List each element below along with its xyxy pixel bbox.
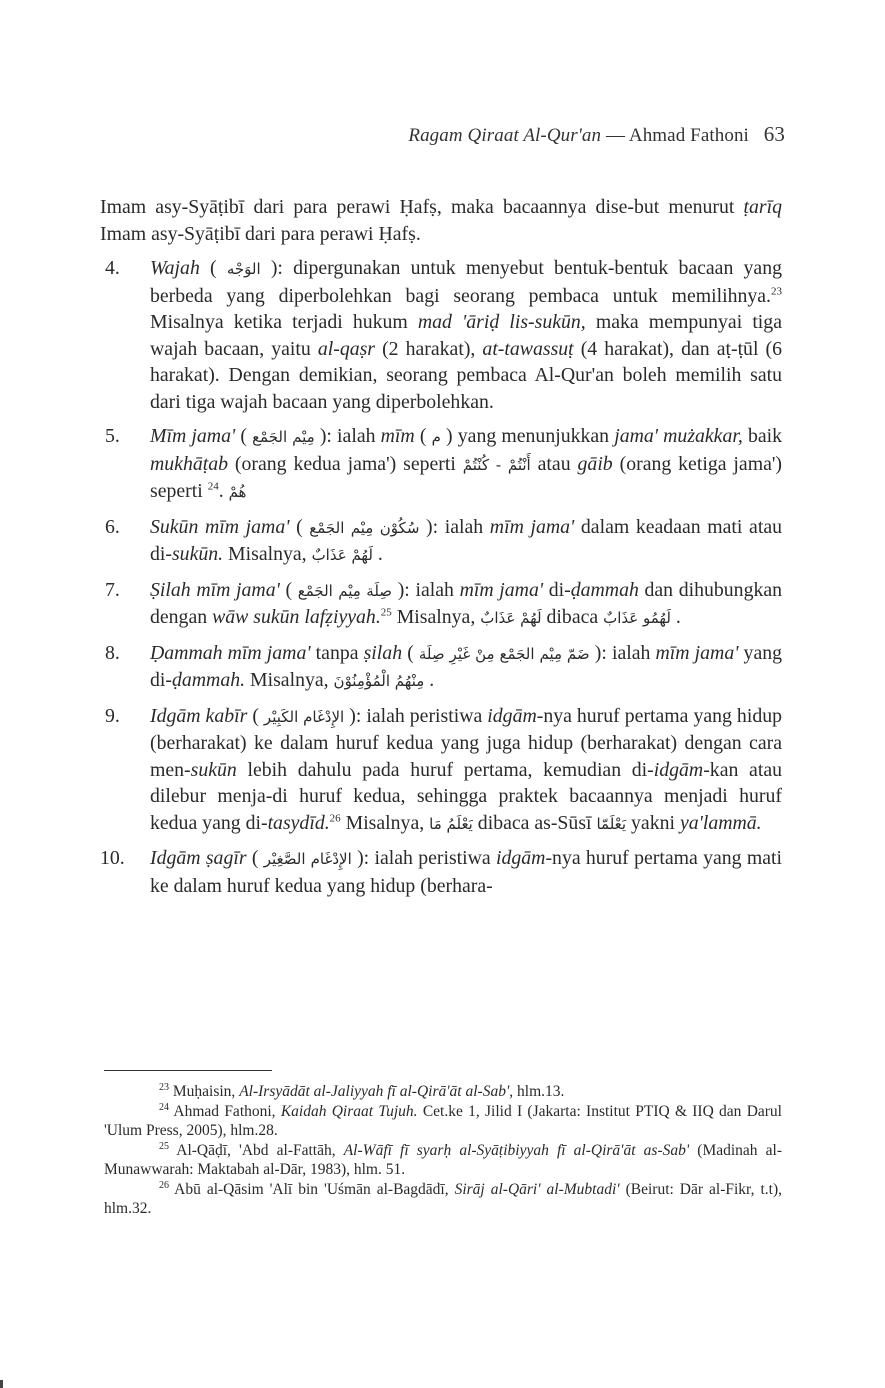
intro-paragraph: Imam asy-Syāṭibī dari para perawi Ḥafṣ, maka bacaannya dise-but menurut ṭarīq Imam asy-Syāṭibī dari para perawi Ḥafṣ. bbox=[100, 196, 782, 245]
arabic-term: ضَمّ مِيْم الجَمْع مِنْ غَيْرِ صِلَة bbox=[418, 644, 590, 663]
arabic-example: مِنْهُمُ الْمُؤْمِنُوْنَ bbox=[333, 672, 425, 690]
arabic-term: صِلَة مِيْم الجَمْع bbox=[297, 581, 393, 600]
list-item-number: 8. bbox=[105, 641, 120, 664]
running-head bbox=[408, 122, 785, 147]
list-item-number: 10. bbox=[100, 847, 125, 869]
footnote-ref: 25 bbox=[380, 606, 392, 619]
footnotes bbox=[104, 1082, 782, 1219]
footnote-divider bbox=[104, 1070, 272, 1071]
term: Sukūn mīm jama' bbox=[150, 515, 290, 538]
list-item-number: 5. bbox=[105, 425, 120, 447]
term: Ṣilah mīm jama' bbox=[150, 578, 280, 601]
term: Idgām kabīr bbox=[150, 704, 248, 727]
list-item-5: 5. Mīm jama' ( مِيْم الجَمْع ): ialah mīm ( م ) yang menunjukkan jama' mużakkar, baik mukhāṭab (orang kedua jama') seperti أَنْتُمْ - كُنْتُمْ atau gāib (orang ketiga jama') seperti هُمْ .$^{24}$ bbox=[105, 425, 783, 502]
footnote-23: $^{23}$ Muḥaisin, Al-Irsyādāt al-Jaliyyah fī al-Qirā'āt al-Sab', hlm.13. bbox=[159, 1081, 565, 1100]
footnote-25: $^{25}$ Al-Qāḍī, 'Abd al-Fattāh, Al-Wāfī fī syarḥ al-Syāṭibiyyah fī al-Qirā'āt as-Sab' (Madinah al-Munawwarah: Maktabah al-Dār, 1983), hlm. 51. bbox=[104, 1140, 783, 1178]
footnote-24: $^{24}$ Ahmad Fathoni, Kaidah Qiraat Tujuh. Cet.ke 1, Jilid I (Jakarta: Institut PTIQ & IIQ dan Darul 'Ulum Press, 2005), hlm.28. bbox=[104, 1101, 782, 1139]
term: Ḍammah mīm jama' bbox=[150, 641, 311, 664]
arabic-term: الإِدْغَام الصَّغِيْر bbox=[263, 850, 352, 868]
arabic-term: سُكُوْن مِيْم الجَمْع bbox=[309, 518, 420, 537]
arabic-example: هُمْ bbox=[228, 483, 247, 501]
arabic-term: الإِدْغَام الكَبِيْر bbox=[263, 707, 345, 726]
arabic-term: مِيْم الجَمْع bbox=[252, 428, 315, 446]
list-item-number: 6. bbox=[105, 515, 120, 538]
list-item-10: 10. Idgām ṣagīr ( الإِدْغَام الصَّغِيْر ): ialah peristiwa idgām-nya huruf pertama yang mati ke dalam huruf kedua yang hidup (berhara- bbox=[100, 847, 782, 897]
list-item-4: 4. Wajah ( الوَجْه ): dipergunakan untuk menyebut bentuk-bentuk bacaan yang berbeda yang diperbolehkan bagi seorang pembaca untuk memilihnya.$^{23}$ Misalnya ketika terjadi hukum mad 'āriḍ lis-sukūn, maka mempunyai tiga wajah bacaan, yaitu al-qaṣr (2 harakat), at-tawassuṭ (4 harakat), dan aṭ-ṭūl (6 harakat). Dengan demikian, seorang pembaca Al-Qur'an boleh memilih satu dari tiga wajah bacaan yang diperbolehkan. bbox=[105, 257, 782, 413]
list-item-7: 7. Ṣilah mīm jama' ( صِلَة مِيْم الجَمْع ): ialah mīm jama' di-ḍammah dan dihubungkan dengan wāw sukūn lafẓiyyah.$^{25}$ Misalnya, لَهُمْ عَذَابٌ dibaca لَهُمُو عَذَابٌ . bbox=[105, 578, 783, 628]
term: Idgām ṣagīr bbox=[150, 847, 247, 869]
list-item-number: 9. bbox=[105, 704, 120, 727]
list-item-6: 6. Sukūn mīm jama' ( سُكُوْن مِيْم الجَمْع ): ialah mīm jama' dalam keadaan mati atau di-sukūn. Misalnya, لَهُمْ عَذَابٌ . bbox=[105, 515, 782, 565]
footnote-ref: 24 bbox=[207, 480, 219, 493]
scan-edge-mark bbox=[0, 1380, 3, 1388]
body-text bbox=[100, 194, 782, 899]
arabic-example: أَنْتُمْ - كُنْتُمْ bbox=[462, 455, 531, 474]
running-head-title: Ragam Qiraat Al-Qur'an bbox=[408, 125, 602, 146]
arabic-example: يَعْلَمُ مَا bbox=[429, 814, 473, 833]
arabic-term: الوَجْه bbox=[226, 260, 261, 278]
arabic-example: لَهُمُو عَذَابٌ bbox=[603, 609, 671, 627]
footnote-26: $^{26}$ Abū al-Qāsim 'Alī bin 'Uśmān al-Bagdādī, Sirāj al-Qāri' al-Mubtadi' (Beirut: Dār al-Fikr, t.t), hlm.32. bbox=[104, 1179, 782, 1217]
arabic-example: يَعْلَمّا bbox=[596, 814, 627, 833]
list-item-number: 7. bbox=[105, 578, 120, 601]
footnote-ref: 23 bbox=[771, 284, 782, 297]
page-number: 63 bbox=[763, 122, 785, 146]
arabic-example: لَهُمْ عَذَابٌ bbox=[480, 609, 542, 627]
footnote-ref: 26 bbox=[329, 811, 341, 824]
arabic-letter: م bbox=[431, 428, 441, 446]
list-item-8: 8. Ḍammah mīm jama' tanpa ṣilah ( ضَمّ مِيْم الجَمْع مِنْ غَيْرِ صِلَة ): ialah mīm jama' yang di-ḍammah. Misalnya, مِنْهُمُ الْمُؤْمِنُوْنَ . bbox=[105, 641, 782, 691]
term: Mīm jama' bbox=[150, 425, 236, 447]
running-head-author: — Ahmad Fathoni bbox=[605, 125, 749, 146]
term: Wajah bbox=[150, 257, 200, 279]
list-item-9: 9. Idgām kabīr ( الإِدْغَام الكَبِيْر ): ialah peristiwa idgām-nya huruf pertama yang hidup (berharakat) ke dalam huruf kedua yang juga hidup (berharakat) dengan cara men-sukūn lebih dahulu pada huruf pertama, kemudian di-idgām-kan atau dilebur menja-di huruf kedua, sehingga praktek bacaannya menjadi huruf kedua yang di-tasydīd.$^{26}$ Misalnya, يَعْلَمُ مَا dibaca as-Sūsī يَعْلَمّا yakni ya'lammā. bbox=[105, 704, 782, 834]
list-item-number: 4. bbox=[105, 257, 120, 279]
arabic-example: لَهُمْ عَذَابٌ bbox=[311, 546, 373, 564]
